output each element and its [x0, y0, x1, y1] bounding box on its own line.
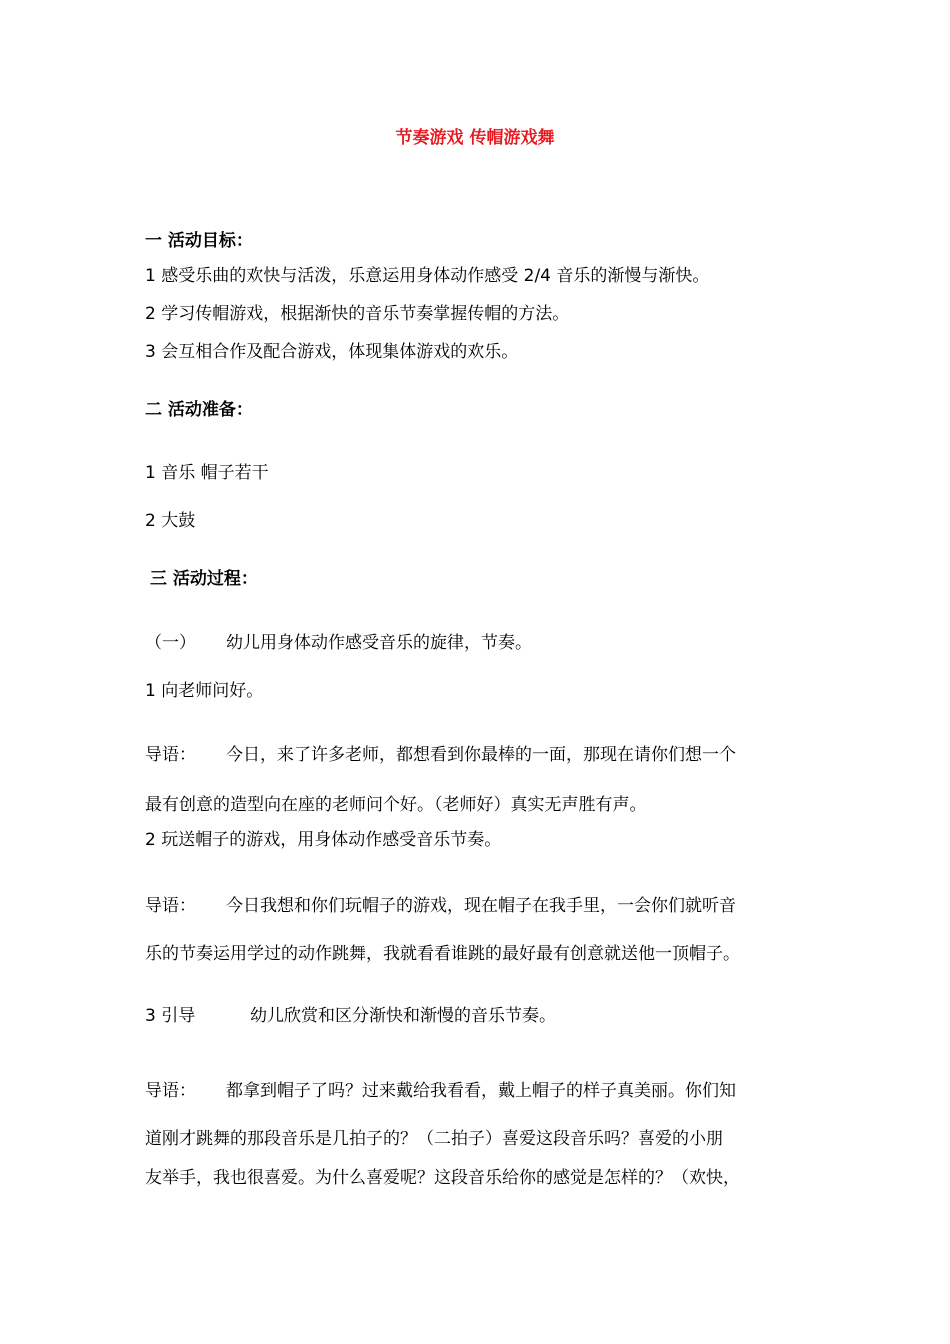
goal-item: 2 学习传帽游戏，根据渐快的音乐节奏掌握传帽的方法。 — [145, 304, 570, 324]
lead-label: 导语： — [145, 745, 196, 765]
part1-text: 幼儿用身体动作感受音乐的旋律，节奏。 — [226, 633, 532, 653]
lead-label: 导语： — [145, 1081, 196, 1101]
step3-lead-line: 都拿到帽子了吗？过来戴给我看看，戴上帽子的样子真美丽。你们知 — [226, 1081, 736, 1101]
prep-item: 2 大鼓 — [145, 511, 196, 531]
goal-item: 3 会互相合作及配合游戏，体现集体游戏的欢乐。 — [145, 342, 519, 362]
step2-lead-line: 乐的节奏运用学过的动作跳舞，我就看看谁跳的最好最有创意就送他一顶帽子。 — [145, 944, 740, 964]
step3-lead-line: 友举手，我也很喜爱。为什么喜爱呢？这段音乐给你的感觉是怎样的？（欢快， — [145, 1168, 740, 1188]
step1-lead-line: 最有创意的造型向在座的老师问个好。（老师好）真实无声胜有声。 — [145, 795, 647, 815]
step-2: 2 玩送帽子的游戏，用身体动作感受音乐节奏。 — [145, 830, 502, 850]
goal-item: 1 感受乐曲的欢快与活泼，乐意运用身体动作感受 2/4 音乐的渐慢与渐快。 — [145, 266, 710, 286]
step1-lead-line: 今日，来了许多老师，都想看到你最棒的一面，那现在请你们想一个 — [226, 745, 736, 765]
step-1: 1 向老师问好。 — [145, 681, 264, 701]
prep-item: 1 音乐 帽子若干 — [145, 463, 269, 483]
lead-label: 导语： — [145, 896, 196, 916]
step-3-label: 3 引导 — [145, 1006, 196, 1026]
part1-label: （一） — [145, 633, 196, 653]
step3-lead-line: 道刚才跳舞的那段音乐是几拍子的？（二拍子）喜爱这段音乐吗？喜爱的小朋 — [145, 1129, 723, 1149]
step2-lead-line: 今日我想和你们玩帽子的游戏，现在帽子在我手里，一会你们就听音 — [226, 896, 736, 916]
step-3-text: 幼儿欣赏和区分渐快和渐慢的音乐节奏。 — [250, 1006, 556, 1026]
section-heading-goals: 一 活动目标： — [145, 231, 253, 251]
section-heading-prep: 二 活动准备： — [145, 400, 253, 420]
section-heading-process: 三 活动过程： — [150, 569, 258, 589]
document-title: 节奏游戏 传帽游戏舞 — [395, 128, 555, 148]
